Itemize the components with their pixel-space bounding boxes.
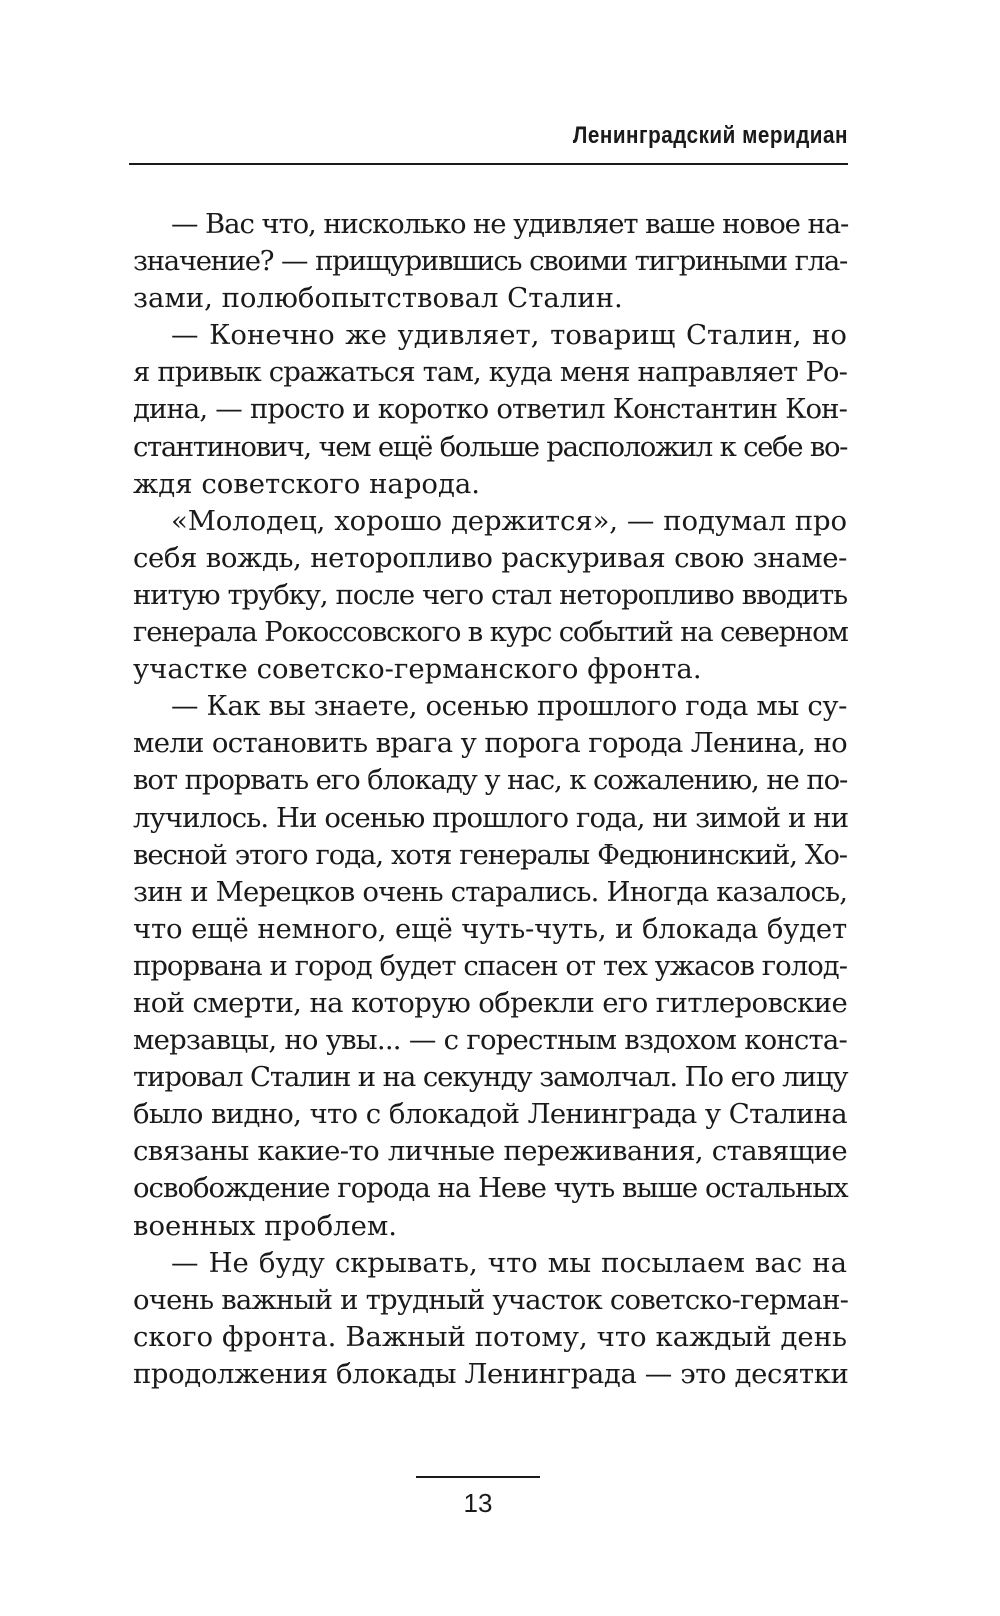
text-line: тировал Сталин и на секунду замолчал. По его лицу xyxy=(133,1061,848,1094)
text-line: ждя советского народа. xyxy=(133,467,481,500)
text-line: продолжения блокады Ленинграда — это десятки xyxy=(133,1357,849,1390)
text-line: себя вождь, неторопливо раскуривая свою знаме- xyxy=(133,541,847,574)
text-line: генерала Рокоссовского в курс событий на северном xyxy=(133,616,848,649)
text-line: участке советско-германского фронта. xyxy=(133,653,702,686)
text-line: зин и Мерецков очень старались. Иногда казалось, xyxy=(133,875,848,908)
text-line: военных проблем. xyxy=(133,1209,398,1242)
text-line: нитую трубку, после чего стал неторопливо вводить xyxy=(133,578,847,611)
text-line: было видно, что с блокадой Ленинграда у Сталина xyxy=(133,1098,847,1131)
text-line: мели остановить врага у порога города Ленина, но xyxy=(133,727,847,760)
paragraph xyxy=(133,688,847,1244)
running-head: Ленинградский меридиан xyxy=(572,122,848,149)
text-line: связаны какие-то личные переживания, ставящие xyxy=(133,1135,847,1168)
text-line: дина, — просто и коротко ответил Константин Кон- xyxy=(133,393,847,426)
text-line: «Молодец, хорошо держится», — подумал про xyxy=(171,504,847,537)
folio-rule xyxy=(416,1476,540,1478)
paragraph xyxy=(133,503,847,688)
text-line: стантинович, чем ещё больше расположил к себе во- xyxy=(133,430,847,463)
text-line: ной смерти, на которую обрекли его гитлеровские xyxy=(133,986,848,1019)
header-rule xyxy=(129,163,848,165)
text-line: мерзавцы, но увы... — с горестным вздохом конста- xyxy=(133,1024,847,1057)
text-line: зами, полюбопытствовал Сталин. xyxy=(133,282,623,315)
paragraph xyxy=(133,1245,847,1393)
text-line: очень важный и трудный участок советско-герман- xyxy=(133,1283,849,1316)
text-line: освобождение города на Неве чуть выше остальных xyxy=(133,1172,848,1205)
text-line: что ещё немного, ещё чуть-чуть, и блокада будет xyxy=(133,912,847,945)
text-line: лучилось. Ни осенью прошлого года, ни зимой и ни xyxy=(133,801,849,834)
paragraph xyxy=(133,206,847,317)
text-line: ского фронта. Важный потому, что каждый день xyxy=(133,1320,847,1353)
text-line: весной этого года, хотя генералы Федюнинский, Хо- xyxy=(133,838,847,871)
text-line: значение? — прищурившись своими тигриными гла- xyxy=(133,245,847,278)
text-line: вот прорвать его блокаду у нас, к сожалению, не по- xyxy=(133,764,848,797)
paragraph xyxy=(133,317,847,502)
body-text xyxy=(133,206,847,1393)
text-line: прорвана и город будет спасен от тех ужасов голод- xyxy=(133,949,847,982)
text-line: — Конечно же удивляет, товарищ Сталин, но xyxy=(171,319,847,352)
text-line: — Как вы знаете, осенью прошлого года мы су- xyxy=(171,690,847,723)
text-line: я привык сражаться там, куда меня направляет Ро- xyxy=(133,356,847,389)
text-line: — Вас что, нисколько не удивляет ваше новое на- xyxy=(171,208,849,240)
text-line: — Не буду скрывать, что мы посылаем вас на xyxy=(171,1246,847,1279)
page-number: 13 xyxy=(463,1488,493,1518)
